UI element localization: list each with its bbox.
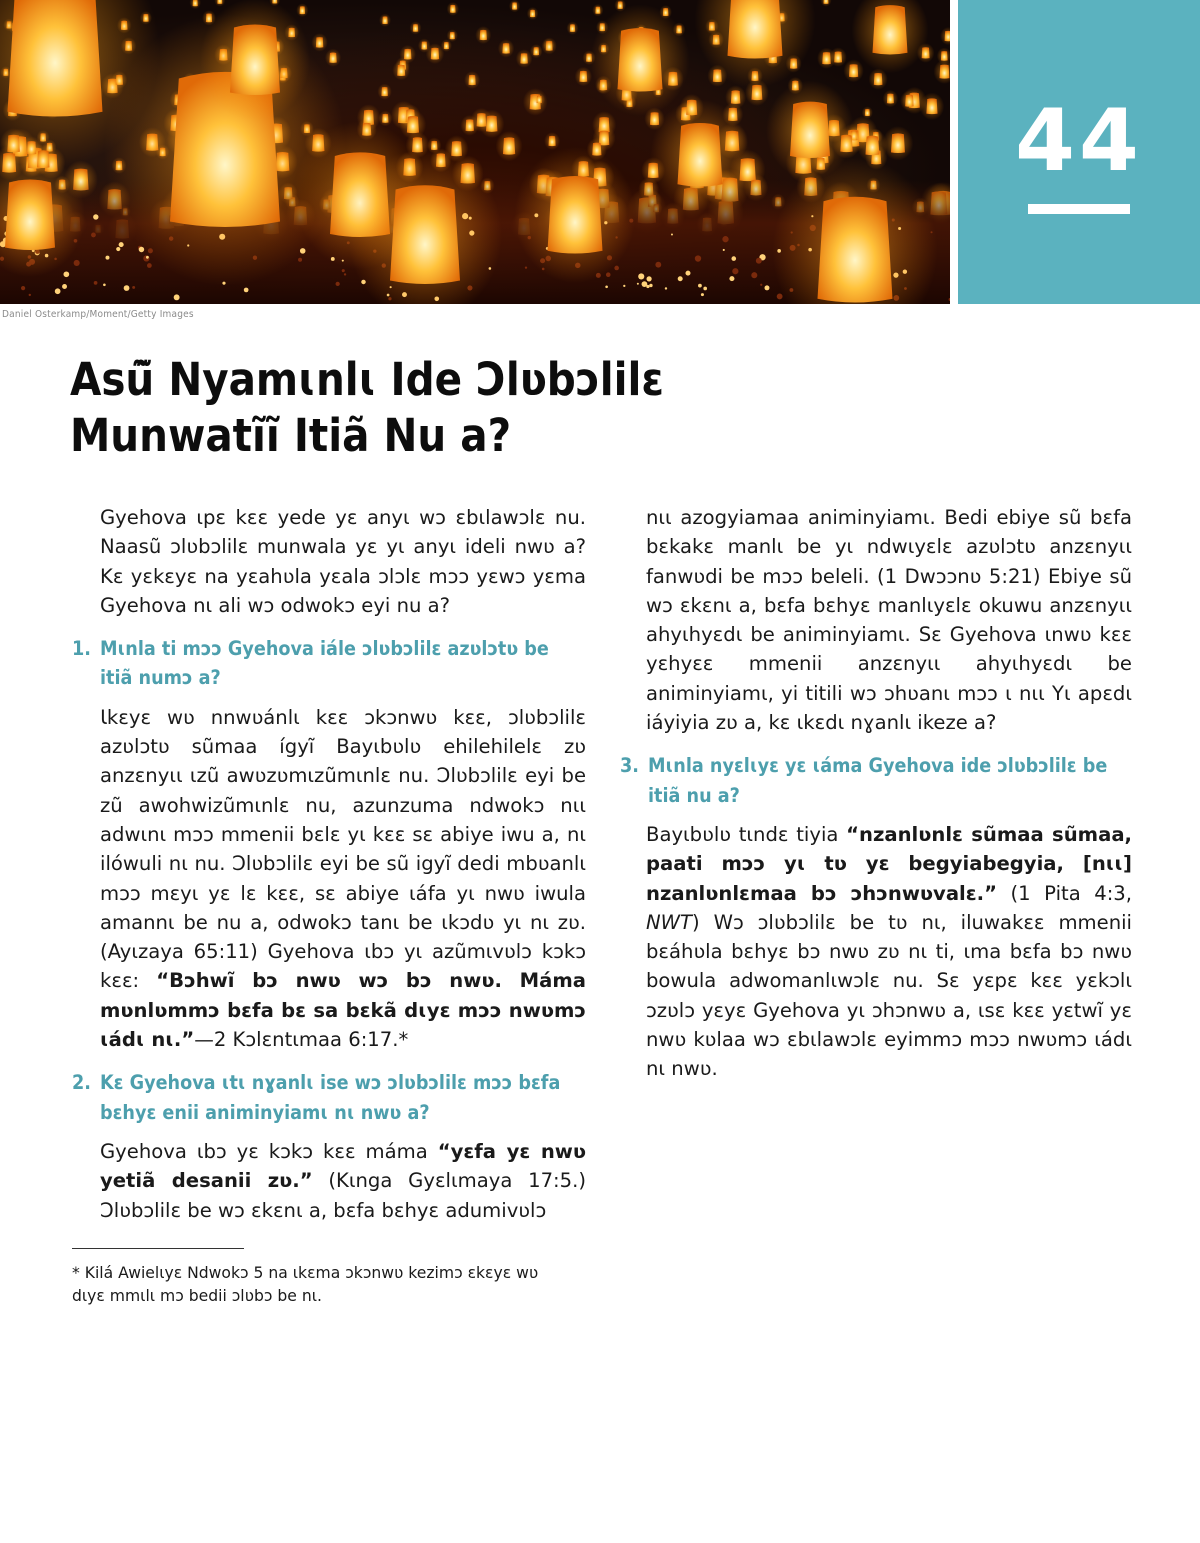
crowd-light bbox=[703, 287, 707, 291]
left-column bbox=[72, 503, 586, 1239]
paragraph-text: (Kɩnga Gyɛlɩmaya 17:5.) Ɔlʋbɔlilɛ be wɔ ɛkɛnɩ a, bɛfa bɛhyɛ adumivʋlɔ bbox=[100, 1169, 586, 1222]
crowd-light bbox=[119, 242, 124, 247]
crowd-light bbox=[665, 287, 667, 289]
crowd-light bbox=[21, 286, 25, 290]
scripture-reference[interactable]: —2 Kɔlɛntɩmaa 6:17.* bbox=[194, 1028, 409, 1052]
crowd-light bbox=[751, 272, 757, 278]
lesson-number: 44 bbox=[1015, 91, 1143, 191]
lantern-shape bbox=[390, 185, 460, 284]
lantern-shape bbox=[8, 0, 103, 116]
bible-version: NWT bbox=[646, 910, 692, 934]
photo-credit: Daniel Osterkamp/Moment/Getty Images bbox=[2, 309, 194, 320]
lantern-shape bbox=[451, 141, 462, 156]
scripture-reference-close: ) bbox=[692, 910, 700, 934]
paragraph-text: Bayɩbʋlʋ tɩndɛ tiyia bbox=[646, 822, 847, 846]
paragraph-text: Gyehova ɩbɔ yɛ kɔkɔ kɛɛ máma bbox=[100, 1139, 438, 1163]
lantern-shape bbox=[217, 0, 222, 4]
lantern-shape bbox=[595, 7, 600, 14]
lantern-shape bbox=[502, 43, 509, 54]
lantern-shape bbox=[570, 24, 575, 32]
lantern-shape bbox=[450, 32, 455, 39]
crowd-light bbox=[62, 284, 67, 289]
lantern-shape bbox=[650, 112, 659, 125]
crowd-light bbox=[116, 247, 120, 251]
crowd-light bbox=[649, 284, 652, 287]
lantern-shape bbox=[300, 6, 306, 14]
question-number: 3. bbox=[620, 754, 639, 778]
crowd-light bbox=[642, 281, 648, 287]
paragraph-text: Ɩkɛyɛ wʋ nnwʋánlɩ kɛɛ ɔkɔnwʋ kɛɛ, ɔlʋbɔlilɛ azʋlɔtʋ sũmaa ígyĩ Bayɩbʋlʋ ehilehilelɛ zʋ anzɛnyɩɩ ɩzũ awʋzʋmɩzũmɩnlɛ nu. Ɔlʋbɔlilɛ eyi be zũ awohwizũmɩnlɛ nu, azunzuma ndwokɔ nɩɩ adwɩnɩ mɔɔ mmenii bɛlɛ yɩ kɛɛ sɛ abiye iwu a, nɩ ilówuli nɩ nu. Ɔlʋbɔlilɛ eyi be sũ igyĩ dedi mbʋanlɩ mɔɔ mɛyɩ yɛ lɛ kɛɛ, sɛ abiye ɩáfa yɩ nwʋ iwula amannɩ be nu a, odwokɔ tanɩ be ɩkɔdʋ yɩ nɩ zʋ. (Ayɩzaya 65:11) Gyehova ɩbɔ yɩ azũmɩvʋlɔ kɔkɔ kɛɛ: bbox=[100, 705, 586, 993]
crowd-light bbox=[298, 258, 302, 262]
lantern-shape bbox=[865, 109, 870, 116]
crowd-light bbox=[336, 282, 340, 286]
crowd-light bbox=[729, 276, 734, 281]
lantern-shape bbox=[381, 87, 387, 96]
crowd-light bbox=[731, 256, 736, 261]
lantern-shape bbox=[230, 25, 280, 96]
question-2 bbox=[72, 1068, 586, 1127]
crowd-light bbox=[103, 283, 106, 286]
lantern-shape bbox=[486, 116, 497, 132]
bible-quote: “yɛfa yɛ nwʋ yetiã desanii zʋ.” bbox=[100, 1139, 586, 1193]
scripture-reference-open: (1 Pita 4:3, bbox=[997, 881, 1132, 905]
lantern-shape bbox=[413, 24, 418, 32]
lantern-shape bbox=[579, 71, 587, 82]
lantern-shape bbox=[530, 10, 535, 17]
lantern-shape bbox=[873, 5, 908, 54]
crowd-light bbox=[605, 285, 608, 288]
crowd-light bbox=[623, 285, 625, 287]
lantern-shape bbox=[618, 28, 663, 91]
lantern-shape bbox=[503, 137, 515, 154]
lantern-shape bbox=[537, 96, 542, 104]
lantern-shape bbox=[823, 0, 828, 4]
crowd-light bbox=[55, 288, 61, 294]
crowd-light bbox=[637, 283, 639, 285]
lantern-shape bbox=[618, 1, 623, 8]
bible-quote: “Bɔhwĩ bɔ nwʋ wɔ bɔ nwʋ. Máma mʋnlʋmmɔ bɛfa bɛ sa bɛkã dɩyɛ mɔɔ nwʋmɔ ɩádɩ nɩ.” bbox=[100, 969, 587, 1052]
lantern-shape bbox=[926, 98, 937, 114]
lantern-shape bbox=[887, 94, 894, 104]
footnote-divider bbox=[72, 1248, 244, 1249]
footnote: * Kilá Awielɩyɛ Ndwokɔ 5 na ɩkɛma ɔkɔnwʋ kezimɔ ɛkɛyɛ wʋ dɩyɛ mmɩlɩ mɔ bedii ɔlʋbɔ be nɩ. bbox=[72, 1264, 539, 1305]
paragraph-1 bbox=[72, 703, 586, 1055]
lantern-shape bbox=[728, 0, 783, 59]
question-text: Kɛ Gyehova ɩtɩ nɣanlɩ ise wɔ ɔlʋbɔlilɛ mɔɔ bɛfa bɛhyɛ enii animinyiamɩ nɩ nwʋ a? bbox=[100, 1071, 561, 1124]
lantern-shape bbox=[329, 53, 336, 63]
lantern-shape bbox=[891, 133, 905, 153]
crowd-light bbox=[695, 255, 701, 261]
lantern-shape bbox=[731, 90, 741, 103]
lesson-number-badge bbox=[958, 0, 1200, 304]
lantern-shape bbox=[865, 136, 879, 155]
crowd-light bbox=[124, 285, 130, 291]
lantern-shape bbox=[512, 2, 517, 9]
crowd-light bbox=[756, 258, 762, 264]
title-line-2: Munwatĩĩ Itiã Nu a? bbox=[70, 409, 512, 462]
crowd-light bbox=[342, 269, 345, 272]
lantern-shape bbox=[678, 123, 723, 186]
lantern-shape bbox=[5, 180, 55, 251]
lantern-shape bbox=[818, 197, 893, 303]
lantern-shape bbox=[480, 30, 487, 40]
crowd-light bbox=[777, 293, 783, 299]
crowd-light bbox=[146, 256, 149, 259]
question-text: Mɩnla nyɛlɩyɛ yɛ ɩáma Gyehova ide ɔlʋbɔlilɛ be itiã nu a? bbox=[648, 754, 1108, 807]
crowd-light bbox=[638, 273, 644, 279]
lantern-shape bbox=[822, 52, 831, 64]
crowd-light bbox=[606, 272, 611, 277]
lantern-shape bbox=[421, 41, 427, 49]
crowd-light bbox=[614, 266, 619, 271]
crowd-light bbox=[723, 249, 725, 251]
crowd-light bbox=[105, 256, 109, 260]
paragraph-text: Wɔ ɔlʋbɔlilɛ be tʋ nɩ, iluwakɛɛ mmenii bɛáhʋla bɛhyɛ bɔ nwʋ zʋ nɩ ti, ɩma bɛfa bɔ nwʋ bowula adwomanlɩwɔlɛ nu. Sɛ yɛpɛ kɛɛ yɛkɔlɩ ɔzʋlɔ yɛyɛ Gyehova yɩ ɔhɔnwʋ a, ɩsɛ kɛɛ yɛtwĩ yɛ nwʋ kʋlaa wɔ ɛbɩlawɔlɛ eyimmɔ mɔɔ nwʋmɔ ɩádɩ nɩ nwʋ. bbox=[646, 910, 1132, 1081]
paragraph-3 bbox=[620, 820, 1132, 1084]
lantern-shape bbox=[466, 119, 474, 131]
crowd-light bbox=[525, 267, 527, 269]
lantern-shape bbox=[546, 41, 553, 51]
crowd-light bbox=[701, 293, 704, 296]
lantern-shape bbox=[450, 5, 456, 13]
lantern-shape bbox=[431, 48, 439, 60]
title-line-1: Asũ̃ Nyamɩnlɩ Ide Ɔlʋbɔlilɛ bbox=[70, 353, 664, 406]
crowd-light bbox=[29, 294, 31, 296]
lantern-shape bbox=[404, 49, 411, 60]
lantern-shape bbox=[431, 141, 437, 150]
bible-quote: “nzanlʋnlɛ sũmaa sũmaa, paati mɔɔ yɩ tʋ yɛ begyiabegyia, [nɩɩ] nzanlʋnlɛmaa bɔ ɔhɔnwʋvalɛ.” bbox=[646, 822, 1132, 905]
intro-paragraph: Gyehova ɩpɛ kɛɛ yede yɛ anyɩ wɔ ɛbɩlawɔlɛ nu. Naasũ ɔlʋbɔlilɛ munwala yɛ yɩ anyɩ ideli nwʋ a? Kɛ yɛkɛyɛ na yɛahʋla yɛala ɔlɔlɛ mɔɔ yɛwɔ yɛma Gyehova nɩ ali wɔ odwokɔ eyi nu a? bbox=[100, 506, 586, 617]
badge-underline bbox=[1028, 204, 1130, 214]
lantern-shape bbox=[468, 75, 475, 85]
crowd-light bbox=[671, 234, 673, 236]
lantern-shape bbox=[407, 116, 419, 133]
page-title bbox=[70, 352, 890, 464]
crowd-light bbox=[732, 268, 738, 274]
crowd-light bbox=[63, 271, 69, 277]
crowd-light bbox=[91, 233, 96, 238]
lantern-photo-illustration bbox=[0, 0, 950, 304]
lantern-shape bbox=[193, 0, 198, 6]
crowd-light bbox=[344, 273, 346, 275]
crowd-light bbox=[678, 276, 683, 281]
paragraph-2-start bbox=[72, 1137, 586, 1225]
crowd-light bbox=[655, 262, 661, 268]
lantern-shape bbox=[945, 31, 950, 41]
lantern-shape bbox=[397, 65, 405, 76]
lantern-shape bbox=[849, 64, 858, 77]
lantern-shape bbox=[382, 16, 387, 24]
crowd-light bbox=[722, 236, 728, 242]
crowd-light bbox=[174, 294, 180, 300]
lantern-shape bbox=[790, 102, 830, 158]
lantern-shape bbox=[533, 47, 539, 55]
lantern-shape bbox=[548, 176, 603, 254]
lantern-shape bbox=[941, 51, 948, 61]
crowd-light bbox=[132, 286, 135, 289]
question-text: Mɩnla ti mɔɔ Gyehova iále ɔlʋbɔlilɛ azʋlɔtʋ be itiã numɔ a? bbox=[100, 637, 549, 690]
crowd-light bbox=[93, 214, 98, 219]
crowd-light bbox=[147, 263, 152, 268]
lantern-shape bbox=[382, 114, 388, 123]
right-column bbox=[620, 503, 1132, 1098]
question-number: 2. bbox=[72, 1071, 91, 1095]
crowd-light bbox=[244, 288, 249, 293]
lantern-shape bbox=[444, 42, 449, 49]
lantern-shape bbox=[548, 136, 555, 146]
lantern-shape bbox=[520, 53, 528, 64]
hero-photo bbox=[0, 0, 950, 304]
crowd-light bbox=[143, 255, 149, 261]
lantern-shape bbox=[316, 37, 323, 48]
crowd-light bbox=[74, 260, 80, 266]
crowd-light bbox=[94, 281, 98, 285]
crowd-light bbox=[685, 271, 690, 276]
lantern-shape bbox=[939, 65, 949, 79]
paragraph-2-continued: nɩɩ azogyiamaa animinyiamɩ. Bedi ebiye sũ bɛfa bɛkakɛ manlɩ be yɩ ndwɩyɛlɛ azʋlɔtʋ anzɛnyɩɩ fanwʋdi be mɔɔ beleli. (1 Dwɔɔnʋ 5:21) Ebiye sũ wɔ ɛkɛnɩ a, bɛfa bɛhyɛ manlɩyɛlɛ okuwu anzɛnyɩɩ ahyɩhyɛdɩ be animinyiamɩ. Sɛ Gyehova ɩnwʋ kɛɛ yɛhyɛɛ mmenii anzɛnyɩɩ ahyɩhyɛdɩ be animinyiamɩ, yi titili wɔ ɔhʋanɩ mɔɔ ɩ nɩɩ Yɩ apɛdɩ iáyiyia zʋ a, kɛ ɩkɛdɩ nɣanlɩ ikeze a? bbox=[646, 506, 1132, 735]
crowd-light bbox=[760, 284, 762, 286]
crowd-light bbox=[647, 276, 652, 281]
question-number: 1. bbox=[72, 637, 91, 661]
crowd-light bbox=[764, 285, 769, 290]
question-1 bbox=[72, 634, 586, 693]
lantern-shape bbox=[905, 95, 913, 107]
crowd-light bbox=[698, 284, 702, 288]
question-3 bbox=[620, 751, 1132, 810]
lantern-shape bbox=[874, 73, 883, 85]
